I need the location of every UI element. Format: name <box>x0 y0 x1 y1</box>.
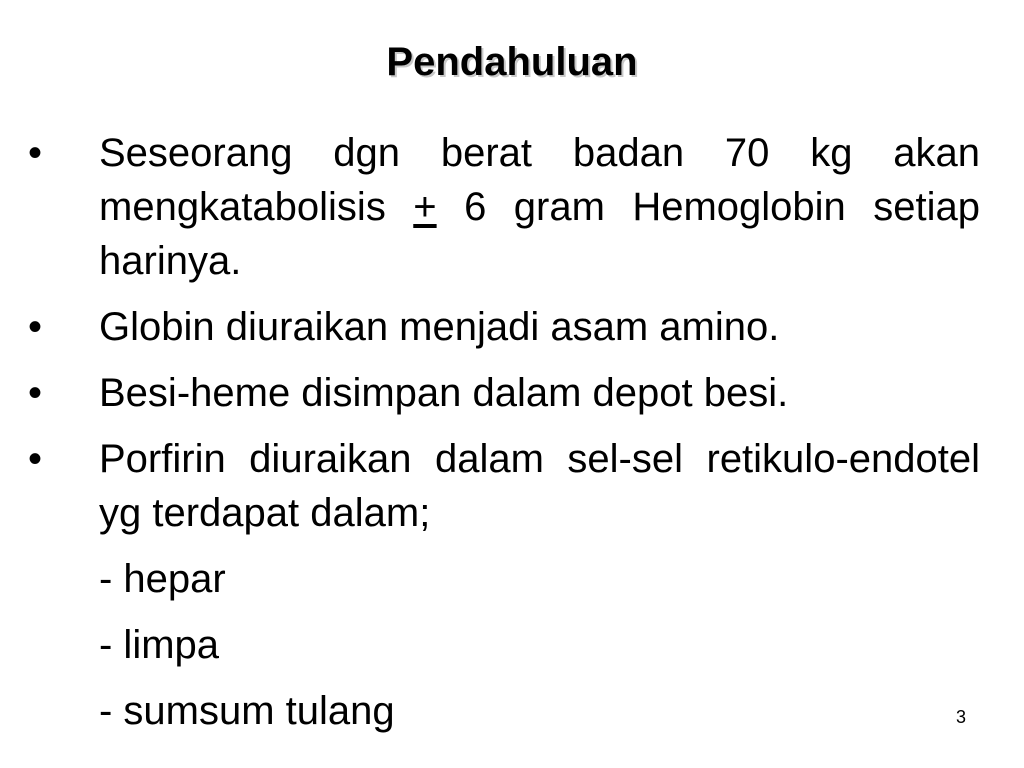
sub-item-sumsum-tulang: - sumsum tulang <box>99 689 395 733</box>
bullet-item-2 <box>28 300 980 354</box>
bullet-item-3 <box>28 366 980 420</box>
page-number: 3 <box>955 707 966 727</box>
bullet-item-4 <box>28 432 980 540</box>
sub-list <box>99 552 395 750</box>
bullet-item-1 <box>28 126 980 288</box>
plus-minus-symbol: + <box>413 185 437 229</box>
bullet-text-1a: Seseorang dgn berat badan 70 kg akan mengkatabolisis <box>99 131 980 229</box>
bullet-list <box>28 126 980 552</box>
slide-title: Pendahuluan <box>386 40 638 84</box>
bullet-icon: • <box>28 437 43 481</box>
bullet-text-1b: 6 gram Hemoglobin setiap harinya. <box>99 185 980 283</box>
bullet-icon: • <box>28 131 43 175</box>
bullet-icon: • <box>28 305 43 349</box>
bullet-text-2: Globin diuraikan menjadi asam amino. <box>99 305 780 349</box>
bullet-text-3: Besi-heme disimpan dalam depot besi. <box>99 371 789 415</box>
bullet-icon: • <box>28 371 43 415</box>
sub-item-hepar: - hepar <box>99 557 226 601</box>
bullet-text-4: Porfirin diuraikan dalam sel-sel retikulo-endotel yg terdapat dalam; <box>99 437 980 535</box>
sub-item-limpa: - limpa <box>99 623 220 667</box>
